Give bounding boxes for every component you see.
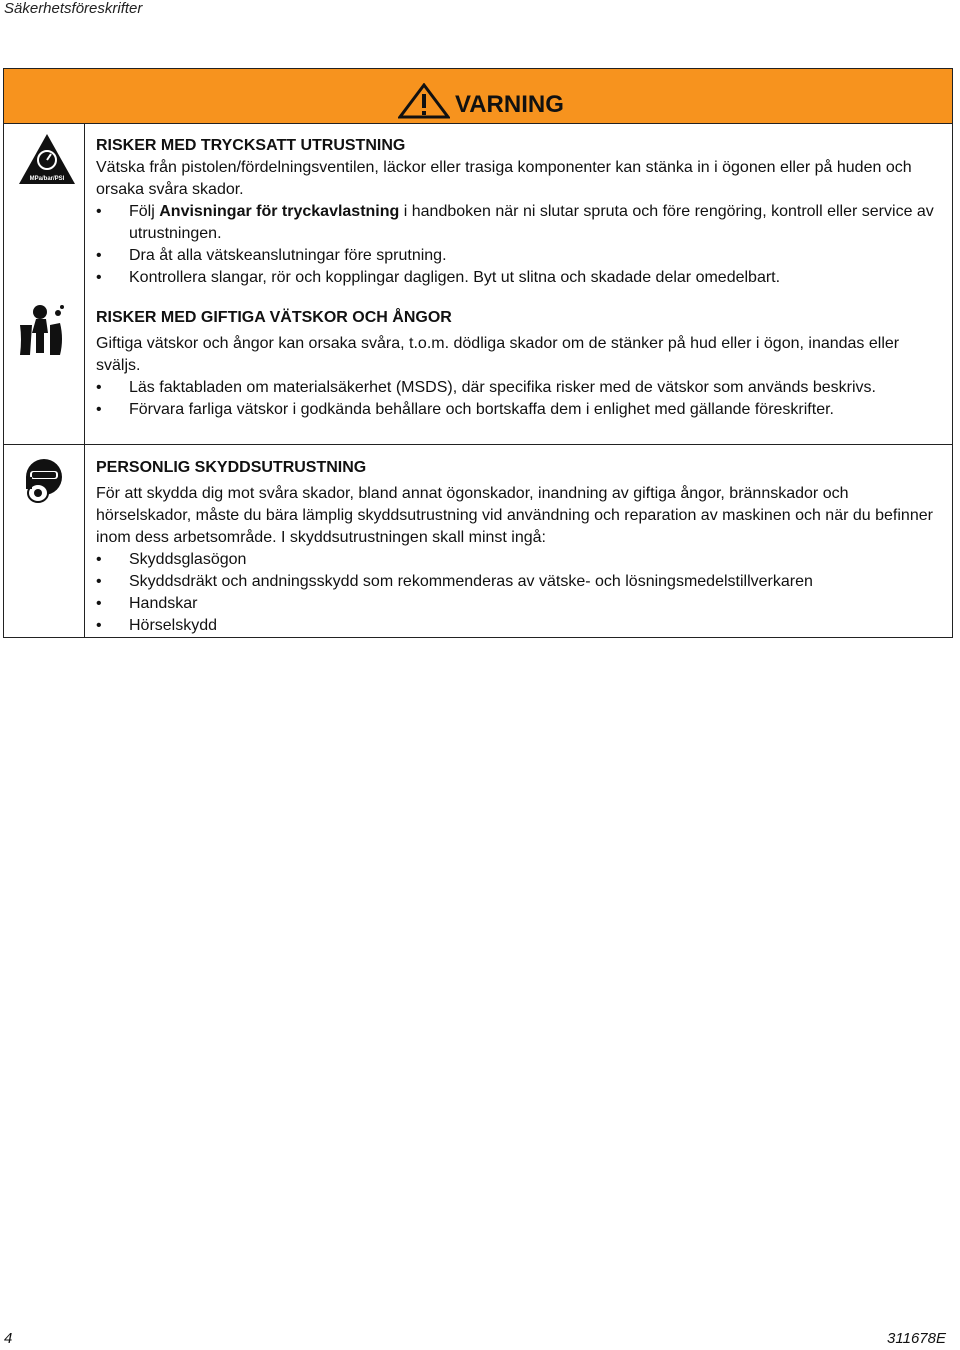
section-intro: Giftiga vätskor och ångor kan orsaka svåra, t.o.m. dödliga skador om de stänker på hud eller i ögon, inandas eller sväljs. (96, 335, 900, 374)
list-item: • Dra åt alla vätskeanslutningar före sprutning. (96, 245, 942, 267)
list-item: • Följ Anvisningar för tryckavlastning i handboken när ni slutar spruta och före rengöring, kontroll eller service av utrustningen. (96, 201, 942, 245)
section-header: Säkerhetsföreskrifter (4, 0, 143, 17)
section-toxic (96, 307, 942, 421)
section-pressure (96, 135, 942, 289)
list-item: • Hörselskydd (96, 615, 942, 637)
icon-column-divider (84, 123, 85, 637)
list-item: • Läs faktabladen om materialsäkerhet (MSDS), där specifika risker med de vätskor som används beskrivs. (96, 377, 942, 399)
warning-table (3, 68, 953, 638)
list-item: • Kontrollera slangar, rör och kopplingar dagligen. Byt ut slitna och skadade delar omedelbart. (96, 267, 942, 289)
list-item: • Skyddsglasögon (96, 549, 942, 571)
document-number: 311678E (887, 1330, 946, 1347)
list-item: • Handskar (96, 593, 942, 615)
protective-equipment-icon (24, 457, 64, 505)
section-ppe (96, 457, 942, 637)
list-item: • Skyddsdräkt och andningsskydd som rekommenderas av vätske- och lösningsmedelstillverkaren (96, 571, 942, 593)
toxic-fumes-icon (16, 303, 68, 357)
page-number: 4 (4, 1330, 13, 1347)
section-divider (4, 444, 952, 445)
warning-triangle-icon (398, 83, 450, 119)
section-heading: PERSONLIG SKYDDSUTRUSTNING (96, 459, 367, 476)
pressure-gauge-icon (18, 133, 76, 185)
warning-title: VARNING (455, 91, 564, 118)
section-heading: RISKER MED GIFTIGA VÄTSKOR OCH ÅNGOR (96, 309, 452, 326)
warning-banner (4, 69, 952, 124)
section-intro: Vätska från pistolen/fördelningsventilen, läckor eller trasiga komponenter kan stänka in i ögonen eller på huden och orsaka svåra skador. (96, 159, 912, 198)
section-heading: RISKER MED TRYCKSATT UTRUSTNING (96, 137, 406, 154)
section-intro: För att skydda dig mot svåra skador, bland annat ögonskador, inandning av giftiga ångor, brännskador och hörselskador, måste du bära lämplig skyddsutrustning vid användning och reparation av maskinen och när du befinner inom dess arbetsområde. I skyddsutrustningen skall minst ingå: (96, 485, 933, 546)
list-item: • Förvara farliga vätskor i godkända behållare och bortskaffa dem i enlighet med gällande föreskrifter. (96, 399, 942, 421)
pressure-unit-label: MPa/bar/PSI (29, 176, 65, 182)
